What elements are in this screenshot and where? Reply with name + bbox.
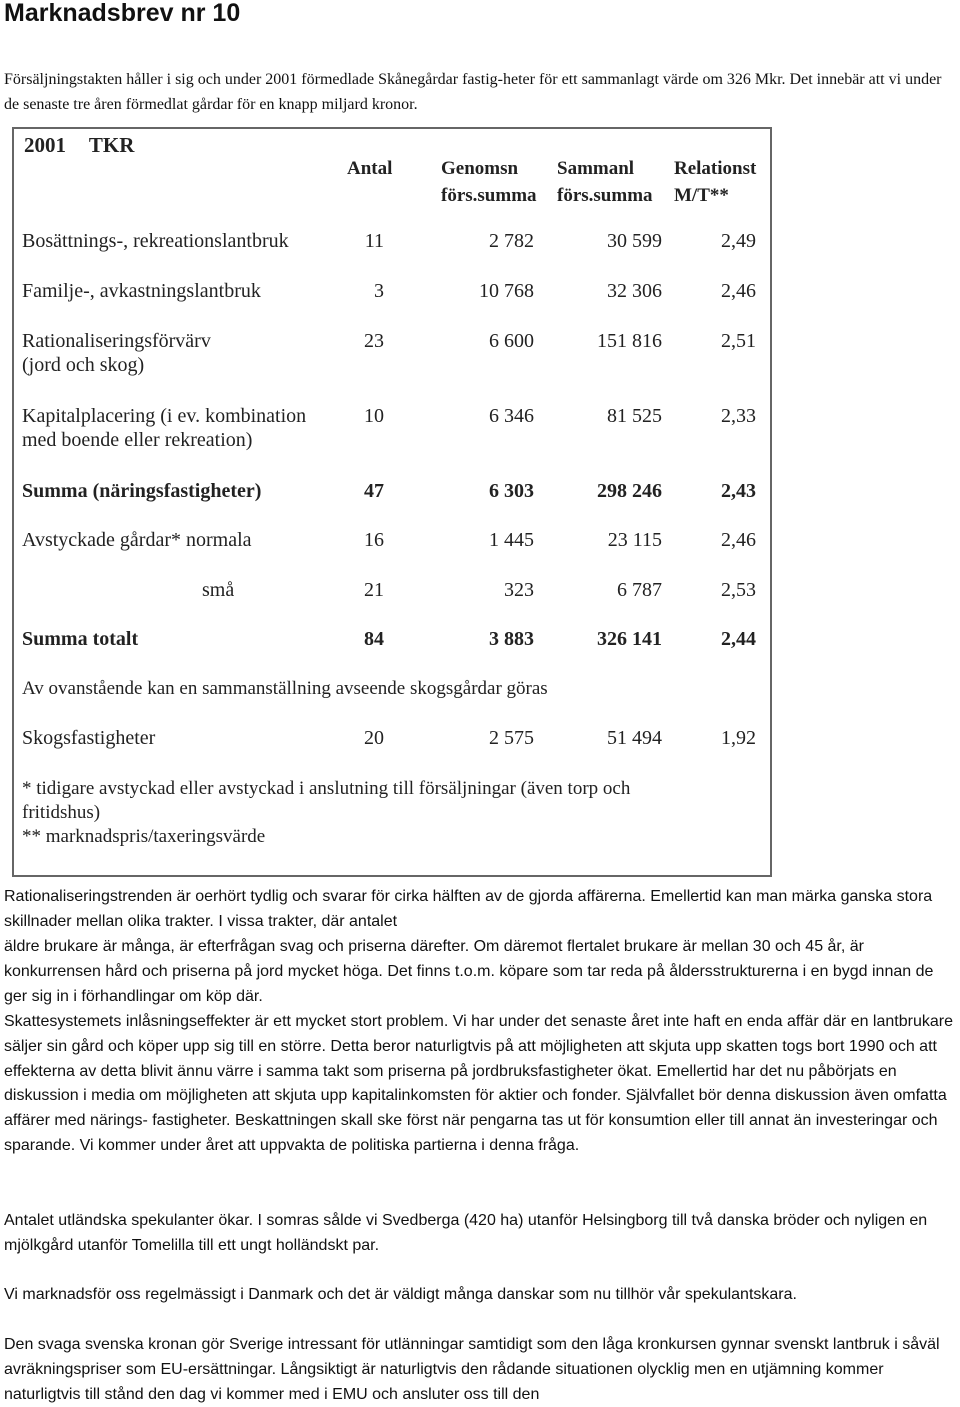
paragraph-brukare: äldre brukare är många, är efterfrågan svag och priserna därefter. Om däremot flertalet brukare är mellan 30 och 45 år, är konkurrensen hård och priserna på jord mycket höga. Det finns t.o.m. köpare som tar reda på åldersstrukturerna i en bygd innan de ger sig in i förhandlingar om köp där. [4,938,934,1005]
cell-relation: 2,44 [721,628,756,650]
cell-antal: 20 [364,727,384,749]
cell-relation: 1,92 [721,727,756,749]
cell-sammanl: 6 787 [617,579,662,601]
row-label: små [202,579,235,601]
table-subheading: Av ovanstående kan en sammanställning avseende skogsgårdar göras [22,678,548,699]
column-header-sammanl: Sammanl förs.summa [557,158,653,206]
cell-sammanl: 32 306 [607,280,662,302]
cell-antal: 84 [364,628,384,650]
cell-sammanl: 23 115 [607,529,662,551]
row-label: Summa (näringsfastigheter) [22,480,262,502]
cell-relation: 2,49 [721,230,756,252]
sales-table-image [12,127,772,877]
row-label: Skogsfastigheter [22,727,156,749]
cell-genomsn: 1 445 [489,529,534,551]
cell-relation: 2,53 [721,579,756,601]
paragraph-danmark: Vi marknadsför oss regelmässigt i Danmark och det är väldigt många danskar som nu tillhör vår spekulantskara. [4,1286,797,1303]
cell-antal: 23 [364,330,384,352]
intro-paragraph: Försäljningstakten håller i sig och under 2001 förmedlade Skånegårdar fastig-heter för ett sammanlagt värde om 326 Mkr. Det innebär att vi under de senaste tre åren förmedlat gårdar för en knapp miljard kronor. [4,71,942,113]
cell-antal: 47 [364,480,384,502]
row-label: Bosättnings-, rekreationslantbruk [22,230,289,252]
column-header-genomsn: Genomsn förs.summa [441,158,537,206]
cell-antal: 10 [364,405,384,427]
row-label: Summa totalt [22,628,139,650]
paragraph-rationalisering: Rationaliseringstrenden är oerhört tydlig och svarar för cirka hälften av de gjorda affärerna. Emellertid kan man märka ganska stora skillnader mellan olika trakter. I vissa trakter, där antalet [4,888,933,930]
table-footnote: * tidigare avstyckad eller avstyckad i anslutning till försäljningar (även torp och fritidshus) ** marknadspris/taxeringsvärde [22,778,631,847]
cell-genomsn: 6 346 [489,405,534,427]
cell-relation: 2,33 [721,405,756,427]
cell-antal: 16 [364,529,384,551]
cell-sammanl: 326 141 [597,628,662,650]
row-label: Kapitalplacering (i ev. kombination med boende eller rekreation) [22,405,307,451]
cell-genomsn: 2 782 [489,230,534,252]
cell-genomsn: 6 600 [489,330,534,352]
cell-sammanl: 51 494 [607,727,662,749]
cell-sammanl: 30 599 [607,230,662,252]
table-heading: 2001 TKR [24,133,135,157]
cell-antal: 3 [374,280,384,302]
cell-relation: 2,46 [721,529,756,551]
page-title: Marknadsbrev nr 10 [4,0,241,27]
cell-genomsn: 2 575 [489,727,534,749]
cell-relation: 2,46 [721,280,756,302]
cell-sammanl: 298 246 [597,480,662,502]
column-header-relation: Relationst M/T** [674,158,757,206]
cell-genomsn: 6 303 [489,480,534,502]
cell-genomsn: 3 883 [489,628,534,650]
column-header-antal: Antal [347,158,393,179]
cell-antal: 21 [364,579,384,601]
cell-relation: 2,43 [721,480,756,502]
cell-sammanl: 81 525 [607,405,662,427]
paragraph-kronan: Den svaga svenska kronan gör Sverige intressant för utlänningar samtidigt som den låga kronkursen gynnar svenskt lantbruk i såväl avräkningspriser som EU-ersättningar. Långsiktigt är naturligtvis den rådande situationen olycklig men en utjämning kommer naturligtvis till stånd den dag vi kommer med i EMU och ansluter oss till den [4,1336,940,1403]
paragraph-skattesystem: Skattesystemets inlåsningseffekter är ett mycket stort problem. Vi har under det senaste året inte haft en enda affär där en lantbrukare säljer sin gård och köper upp sig till en större. Detta beror naturligtvis på att möjligheten att skjuta upp skatten togs bort 1990 och att effekterna av detta blivit ännu värre i samma takt som priserna på jordbruksfastigheter ökat. Emellertid har det nu påbörjats en diskussion i media om möjligheten att skjuta upp kapitalinkomsten för aktier och fonder. Självfallet bör denna diskussion även omfatta affärer med närings- fastigheter. Beskattningen skall ske först när pengarna tas ut för konsumtion eller till annat än investeringar och sparande. Vi kommer under året att uppvakta de politiska partierna i denna fråga. [4,1013,953,1154]
cell-genomsn: 323 [504,579,534,601]
row-label: Familje-, avkastningslantbruk [22,280,261,302]
cell-sammanl: 151 816 [597,330,662,352]
cell-genomsn: 10 768 [479,280,534,302]
cell-antal: 11 [364,230,384,252]
row-label: Rationaliseringsförvärv (jord och skog) [22,330,211,376]
cell-relation: 2,51 [721,330,756,352]
row-label: Avstyckade gårdar* normala [22,529,252,551]
paragraph-utlandska-spekulanter: Antalet utländska spekulanter ökar. I somras sålde vi Svedberga (420 ha) utanför Helsingborg till två danska bröder och nyligen en mjölkgård utanför Tomelilla till ett ungt holländskt par. [4,1212,928,1254]
